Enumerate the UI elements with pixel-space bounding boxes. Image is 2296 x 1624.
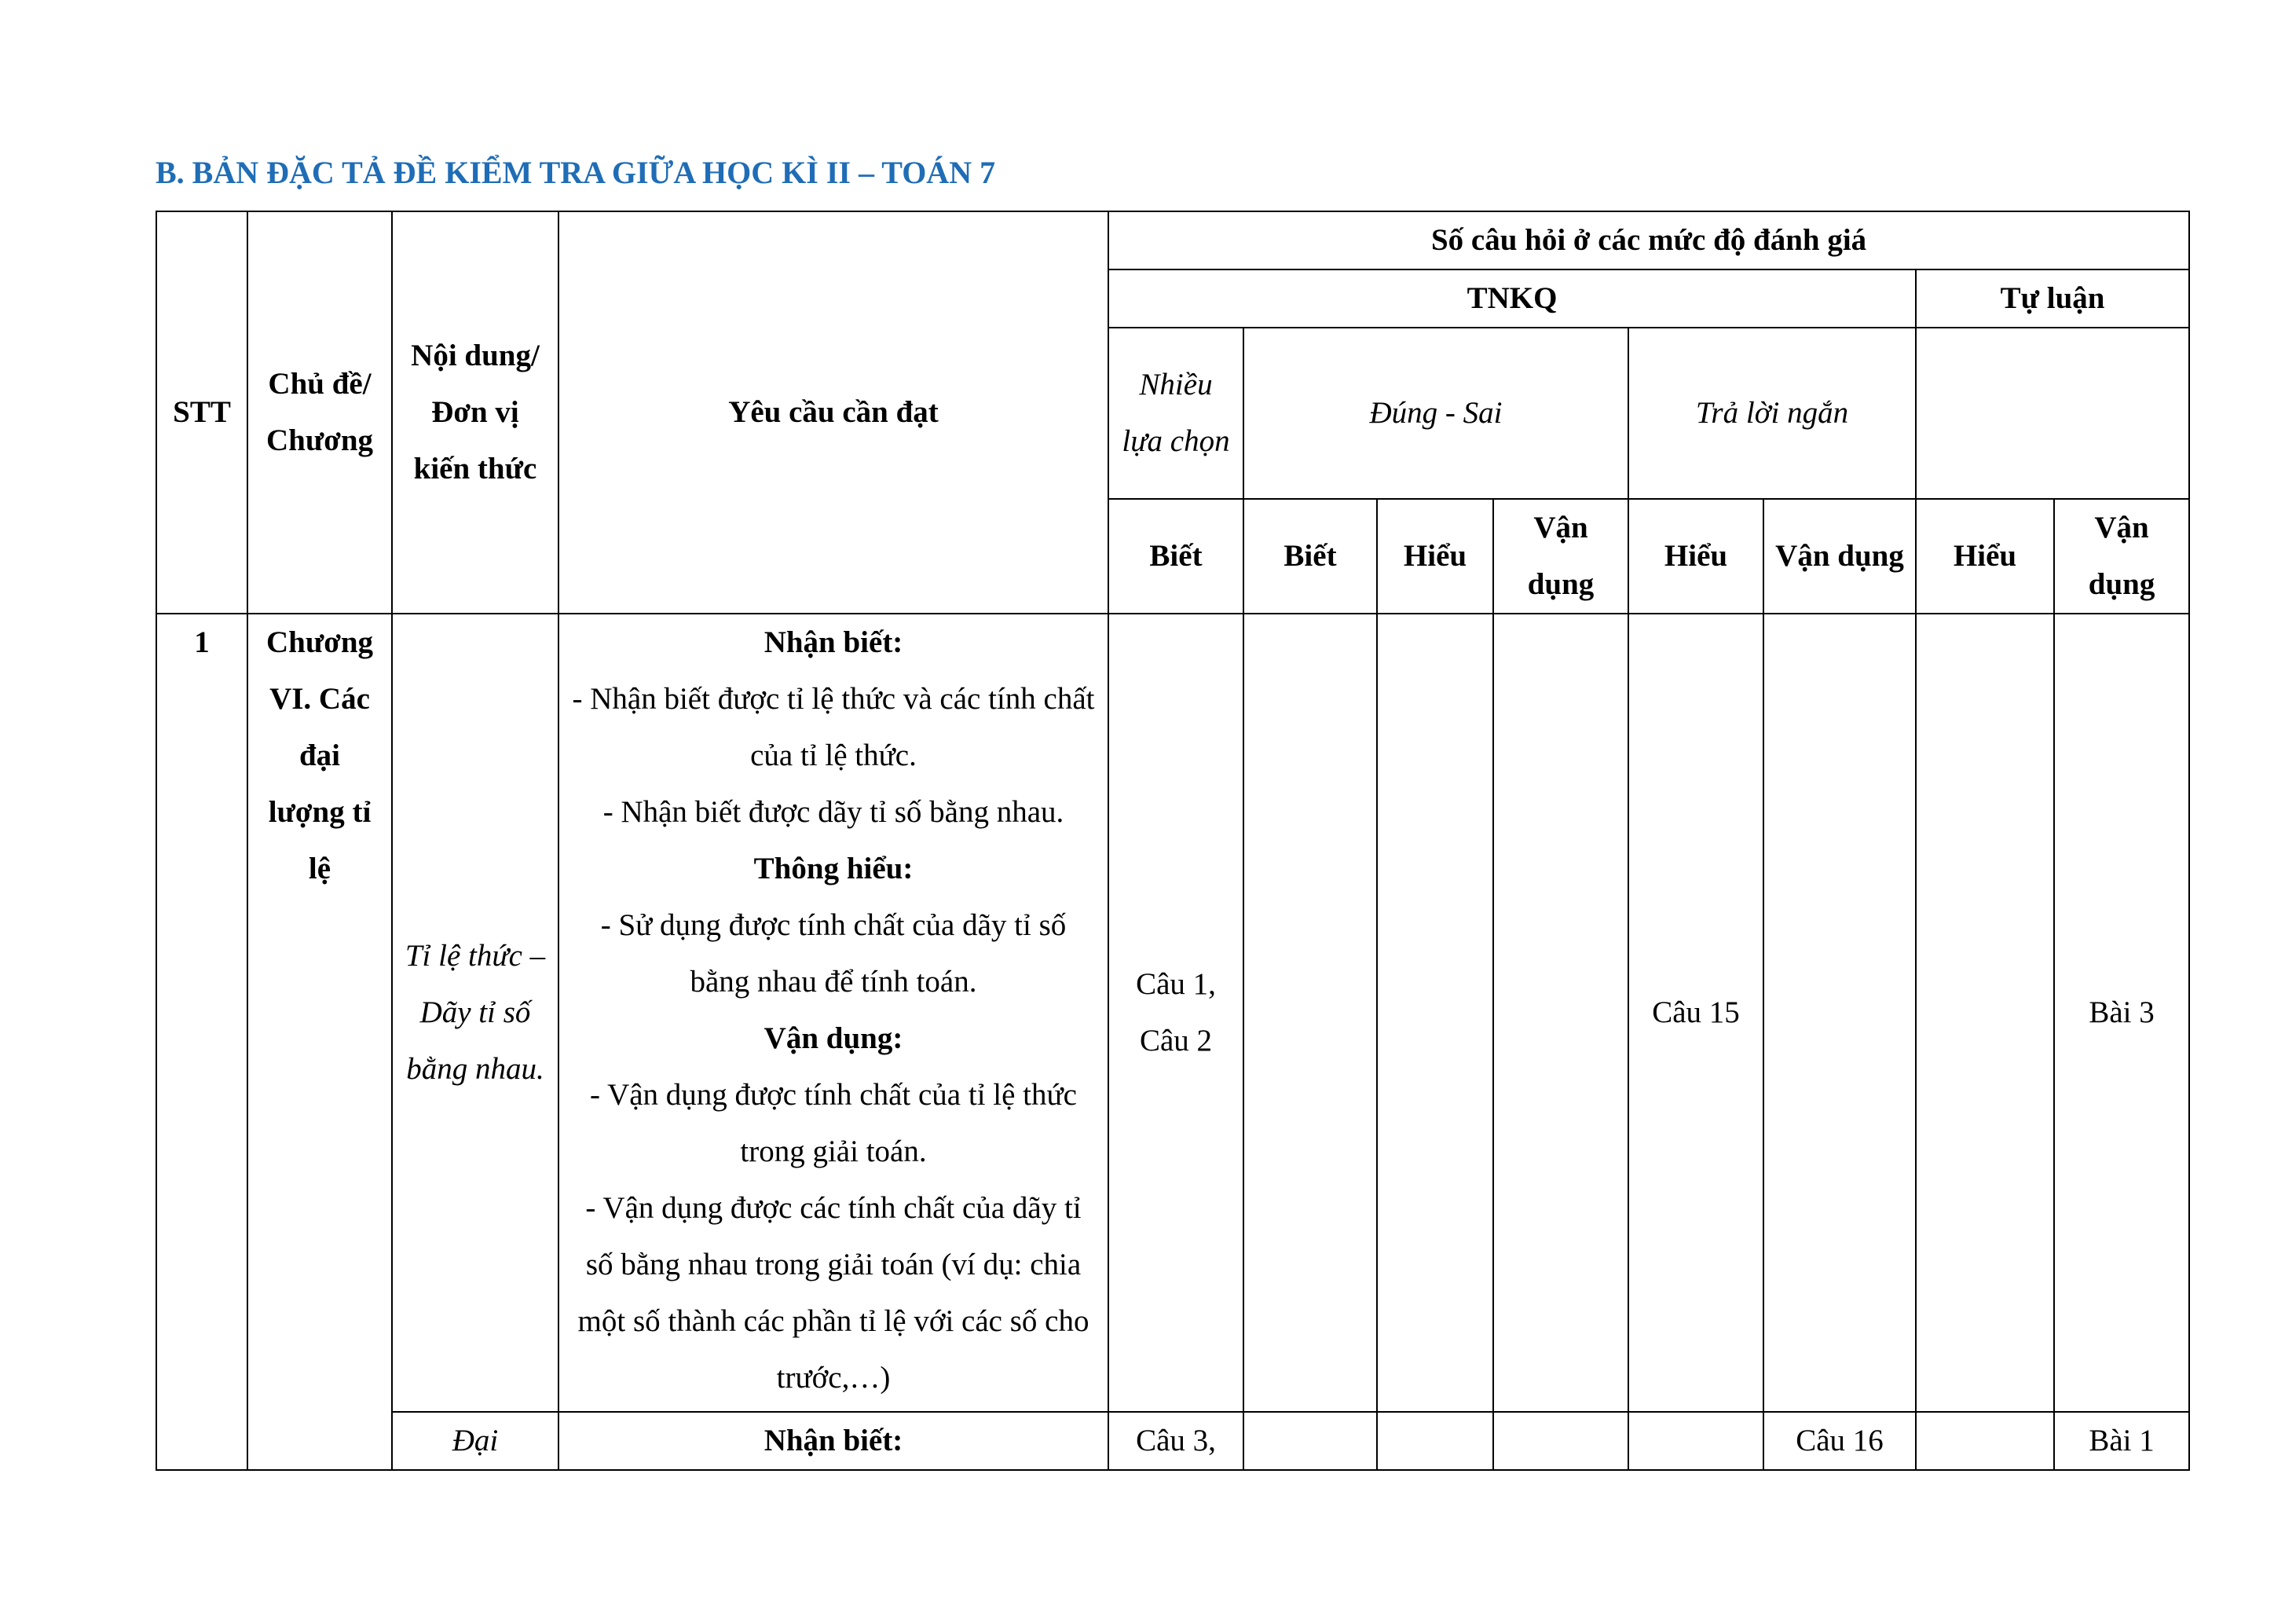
header-tnkq: TNKQ xyxy=(1108,269,1916,328)
row-chu-de: Chương VI. Các đại lượng tỉ lệ xyxy=(247,614,392,1470)
header-dung-sai: Đúng - Sai xyxy=(1243,328,1628,499)
table-row xyxy=(156,614,2189,1412)
row-requirements xyxy=(558,614,1108,1412)
requirement-heading: Nhận biết: xyxy=(764,625,903,659)
requirement-heading: Thông hiểu: xyxy=(753,852,914,885)
cell-ds-biet xyxy=(1243,1412,1377,1470)
level-biet: Biết xyxy=(1108,499,1243,614)
requirement-item: - Nhận biết được dãy tỉ số bằng nhau. xyxy=(602,795,1064,829)
requirement-item: - Sử dụng được tính chất của dãy tỉ số bằng nhau để tính toán. xyxy=(600,908,1067,999)
cell-tln-van-dung xyxy=(1763,614,1916,1412)
cell-ds-hieu xyxy=(1377,614,1493,1412)
cell-nlc-biet: Câu 3, xyxy=(1108,1412,1243,1470)
level-biet: Biết xyxy=(1243,499,1377,614)
header-so-cau-hoi: Số câu hỏi ở các mức độ đánh giá xyxy=(1108,211,2189,269)
level-hieu: Hiểu xyxy=(1628,499,1763,614)
header-stt: STT xyxy=(156,211,247,614)
cell-tl-van-dung: Bài 1 xyxy=(2054,1412,2189,1470)
page-title: B. BẢN ĐẶC TẢ ĐỀ KIỂM TRA GIỮA HỌC KÌ II – TOÁN 7 xyxy=(156,155,996,190)
level-van-dung: Vận dụng xyxy=(1763,499,1916,614)
requirement-item: - Vận dụng được tính chất của tỉ lệ thức trong giải toán. xyxy=(590,1078,1077,1168)
level-hieu: Hiểu xyxy=(1916,499,2054,614)
requirement-heading: Vận dụng: xyxy=(764,1021,903,1055)
cell-tl-van-dung: Bài 3 xyxy=(2054,614,2189,1412)
level-van-dung: Vận dụng xyxy=(1493,499,1628,614)
cell-ds-van-dung xyxy=(1493,1412,1628,1470)
specification-table xyxy=(156,211,2190,1471)
cell-tln-hieu xyxy=(1628,1412,1763,1470)
header-row-1 xyxy=(156,211,2189,269)
cell-ds-hieu xyxy=(1377,1412,1493,1470)
row-requirements xyxy=(558,1412,1108,1470)
cell-ds-biet xyxy=(1243,614,1377,1412)
header-tu-luan: Tự luận xyxy=(1916,269,2189,328)
header-nhieu-lua-chon: Nhiều lựa chọn xyxy=(1108,328,1243,499)
header-tu-luan-blank xyxy=(1916,328,2189,499)
requirement-item: - Vận dụng được các tính chất của dãy tỉ số bằng nhau trong giải toán (ví dụ: chia một số thành các phần tỉ lệ với các số cho trước,…) xyxy=(577,1191,1089,1395)
cell-nlc-biet: Câu 1, Câu 2 xyxy=(1108,614,1243,1412)
requirement-item: - Nhận biết được tỉ lệ thức và các tính chất của tỉ lệ thức. xyxy=(572,682,1095,772)
table-row xyxy=(156,1412,2189,1470)
header-yeu-cau: Yêu cầu cần đạt xyxy=(558,211,1108,614)
cell-ds-van-dung xyxy=(1493,614,1628,1412)
level-hieu: Hiểu xyxy=(1377,499,1493,614)
level-van-dung: Vận dụng xyxy=(2054,499,2189,614)
header-noi-dung: Nội dung/ Đơn vị kiến thức xyxy=(392,211,558,614)
header-tra-loi-ngan: Trả lời ngắn xyxy=(1628,328,1916,499)
requirement-heading: Nhận biết: xyxy=(764,1424,903,1457)
row-stt: 1 xyxy=(156,614,247,1470)
cell-tl-hieu xyxy=(1916,1412,2054,1470)
cell-tl-hieu xyxy=(1916,614,2054,1412)
cell-tln-hieu: Câu 15 xyxy=(1628,614,1763,1412)
cell-tln-van-dung: Câu 16 xyxy=(1763,1412,1916,1470)
row-noi-dung: Tỉ lệ thức – Dãy tỉ số bằng nhau. xyxy=(392,614,558,1412)
header-chu-de: Chủ đề/ Chương xyxy=(247,211,392,614)
row-noi-dung: Đại xyxy=(392,1412,558,1470)
